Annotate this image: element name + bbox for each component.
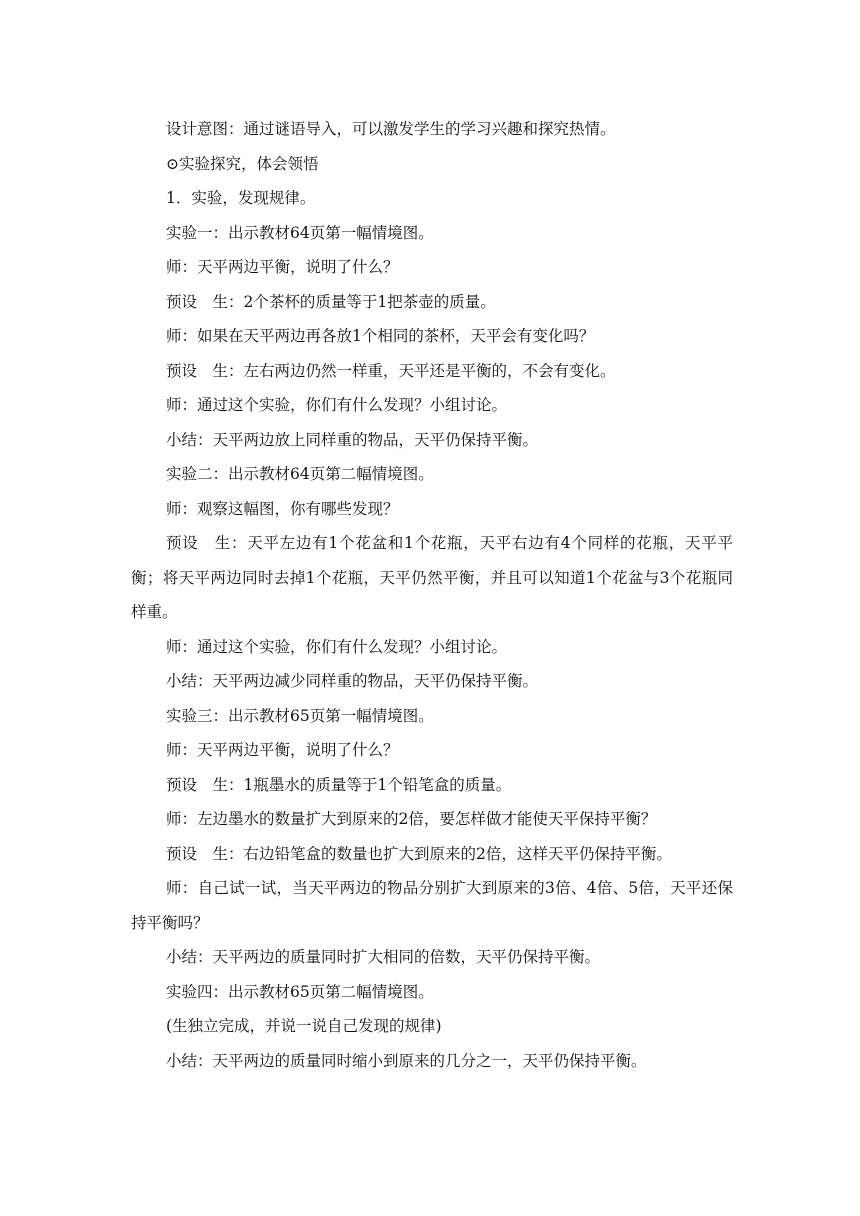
design-intent-paragraph: 设计意图：通过谜语导入，可以激发学生的学习兴趣和探究热情。 xyxy=(166,120,616,138)
teacher-question-paragraph: 师：天平两边平衡，说明了什么？ xyxy=(166,258,399,276)
experiment-three-paragraph: 实验三：出示教材65页第一幅情境图。 xyxy=(166,706,434,725)
teacher-question-paragraph: 师：通过这个实验，你们有什么发现？小组讨论。 xyxy=(166,637,508,656)
summary-paragraph: 小结：天平两边的质量同时扩大相同的倍数，天平仍保持平衡。 xyxy=(166,948,601,966)
subsection-heading: 1．实验，发现规律。 xyxy=(166,189,316,207)
document-body xyxy=(131,112,733,1078)
section-heading: ⊙实验探究，体会领悟 xyxy=(166,154,319,173)
experiment-four-paragraph: 实验四：出示教材65页第二幅情境图。 xyxy=(166,982,434,1001)
summary-paragraph: 小结：天平两边放上同样重的物品，天平仍保持平衡。 xyxy=(166,430,539,449)
experiment-two-paragraph: 实验二：出示教材64页第二幅情境图。 xyxy=(166,465,434,483)
teacher-question-paragraph: 师：如果在天平两边再各放1个相同的茶杯，天平会有变化吗？ xyxy=(166,327,595,345)
teacher-question-paragraph: 师：自己试一试，当天平两边的物品分别扩大到原来的3倍、4倍、5倍，天平还保持平衡吗？ xyxy=(131,879,733,932)
summary-paragraph: 小结：天平两边减少同样重的物品，天平仍保持平衡。 xyxy=(166,672,539,690)
teacher-question-paragraph: 师：观察这幅图，你有哪些发现？ xyxy=(166,499,399,518)
teacher-question-paragraph: 师：左边墨水的数量扩大到原来的2倍，要怎样做才能使天平保持平衡？ xyxy=(166,810,657,828)
summary-paragraph: 小结：天平两边的质量同时缩小到原来的几分之一，天平仍保持平衡。 xyxy=(166,1051,647,1070)
student-answer-paragraph: 预设 生：天平左边有1个花盆和1个花瓶，天平右边有4个同样的花瓶，天平平衡；将天平两边同时去掉1个花瓶，天平仍然平衡，并且可以知道1个花盆与3个花瓶同样重。 xyxy=(131,534,733,621)
instruction-paragraph: (生独立完成，并说一说自己发现的规律) xyxy=(166,1017,442,1035)
student-answer-paragraph: 预设 生：左右两边仍然一样重，天平还是平衡的，不会有变化。 xyxy=(166,361,616,380)
teacher-question-paragraph: 师：天平两边平衡，说明了什么？ xyxy=(166,741,399,759)
experiment-one-paragraph: 实验一：出示教材64页第一幅情境图。 xyxy=(166,223,434,242)
teacher-question-paragraph: 师：通过这个实验，你们有什么发现？小组讨论。 xyxy=(166,396,508,414)
student-answer-paragraph: 预设 生：右边铅笔盒的数量也扩大到原来的2倍，这样天平仍保持平衡。 xyxy=(166,844,672,863)
student-answer-paragraph: 预设 生：2个茶杯的质量等于1把茶壶的质量。 xyxy=(166,292,496,311)
student-answer-paragraph: 预设 生：1瓶墨水的质量等于1个铅笔盒的质量。 xyxy=(166,775,512,794)
